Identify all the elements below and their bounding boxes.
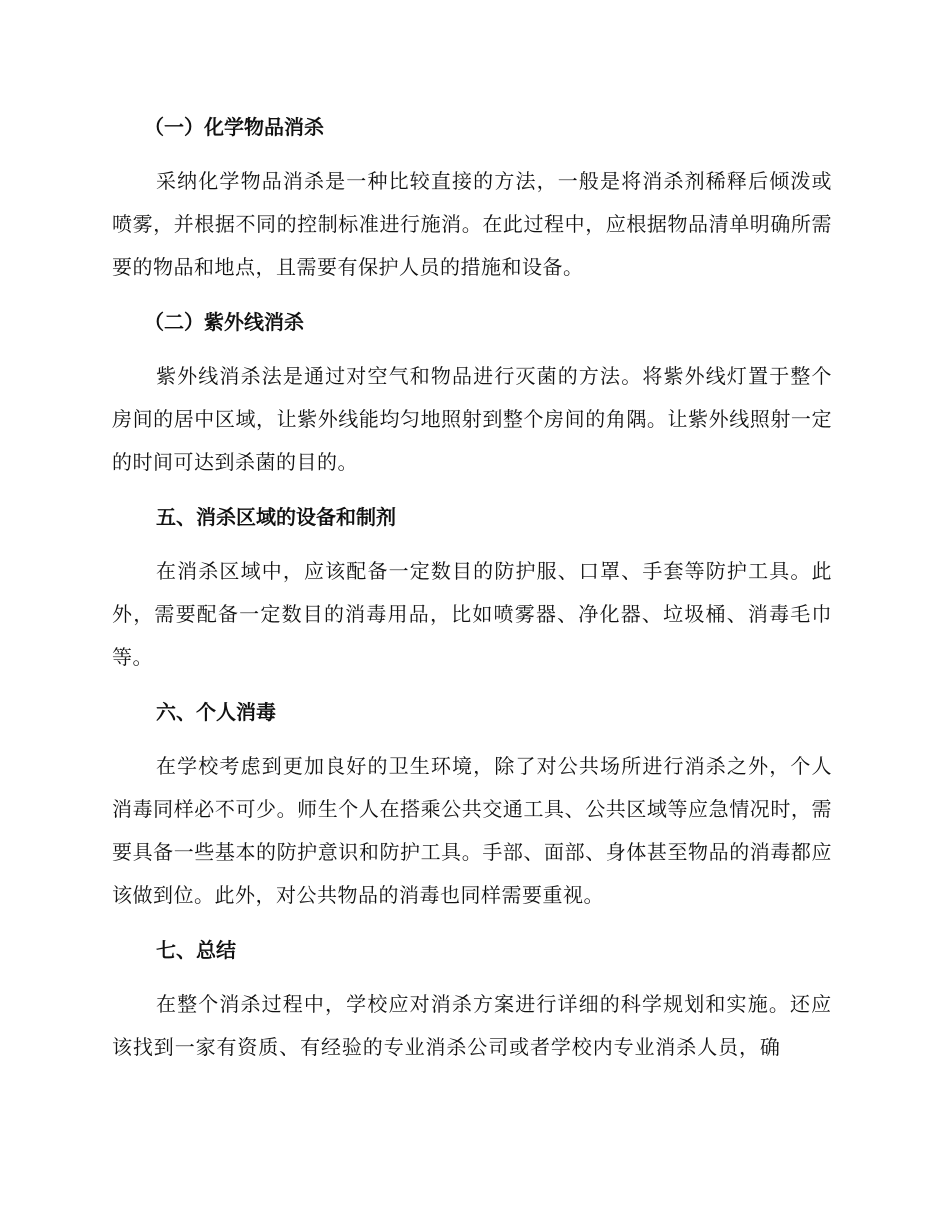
section-heading-uv-disinfection: （二）紫外线消杀 bbox=[144, 310, 304, 334]
section-paragraph-personal-disinfection: 在学校考虑到更加良好的卫生环境，除了对公共场所进行消杀之外，个人消毒同样必不可少。师生个人在搭乘公共交通工具、公共区域等应急情况时，需要具备一些基本的防护意识和防护工具。手部、面部、身体甚至物品的消毒都应该做到位。此外，对公共物品的消毒也同样需要重视。 bbox=[112, 754, 832, 907]
section-heading-summary: 七、总结 bbox=[156, 938, 236, 962]
section-paragraph-chemical-disinfection: 采纳化学物品消杀是一种比较直接的方法，一般是将消杀剂稀释后倾泼或喷雾，并根据不同的控制标准进行施消。在此过程中，应根据物品清单明确所需要的物品和地点，且需要有保护人员的措施和设备。 bbox=[112, 169, 832, 279]
section-heading-equipment: 五、消杀区域的设备和制剂 bbox=[156, 505, 396, 529]
section-paragraph-uv-disinfection: 紫外线消杀法是通过对空气和物品进行灭菌的方法。将紫外线灯置于整个房间的居中区域，让紫外线能均匀地照射到整个房间的角隅。让紫外线照射一定的时间可达到杀菌的目的。 bbox=[112, 364, 832, 474]
section-paragraph-equipment: 在消杀区域中，应该配备一定数目的防护服、口罩、手套等防护工具。此外，需要配备一定数目的消毒用品，比如喷雾器、净化器、垃圾桶、消毒毛巾等。 bbox=[112, 559, 832, 669]
section-paragraph-summary: 在整个消杀过程中，学校应对消杀方案进行详细的科学规划和实施。还应该找到一家有资质、有经验的专业消杀公司或者学校内专业消杀人员，确 bbox=[112, 992, 832, 1059]
section-heading-personal-disinfection: 六、个人消毒 bbox=[156, 700, 276, 724]
section-heading-chemical-disinfection: （一）化学物品消杀 bbox=[144, 115, 324, 139]
document-page bbox=[112, 110, 832, 1085]
